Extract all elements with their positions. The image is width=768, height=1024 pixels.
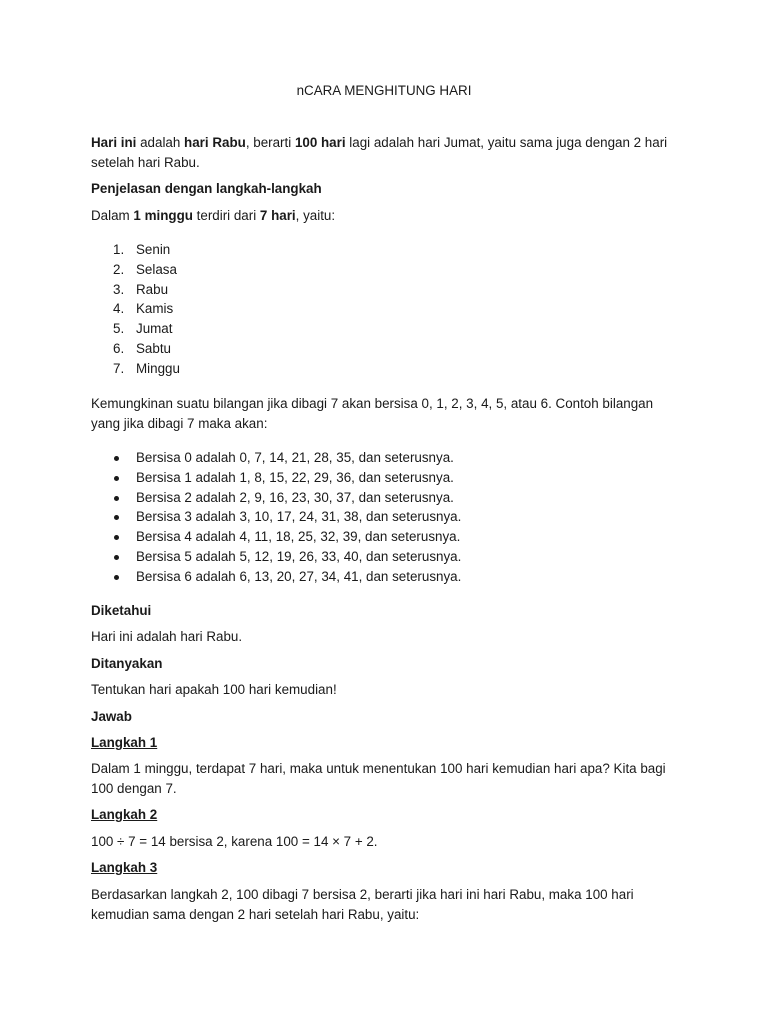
intro-text-1: adalah — [136, 135, 185, 150]
list-item — [91, 527, 461, 547]
intro-bold-wednesday: hari Rabu — [184, 135, 246, 150]
remainder-text: Bersisa 2 adalah 2, 9, 16, 23, 30, 37, dan seterusnya. — [136, 489, 454, 505]
remainder-text: Bersisa 4 adalah 4, 11, 18, 25, 32, 39, dan seterusnya. — [136, 529, 461, 545]
list-item — [91, 567, 461, 587]
list-number: 6. — [113, 340, 125, 356]
intro-bold-today: Hari ini — [91, 135, 137, 150]
list-item — [91, 280, 180, 300]
list-item — [91, 319, 180, 339]
bullet-icon — [114, 496, 119, 501]
week-text-2: terdiri dari — [192, 208, 260, 223]
day-name: Selasa — [136, 261, 177, 277]
answer-heading: Jawab — [91, 709, 132, 724]
asked-heading: Ditanyakan — [91, 656, 163, 671]
list-number: 7. — [113, 360, 125, 376]
week-text-3: , yaitu: — [295, 208, 336, 223]
step2-text: 100 ÷ 7 = 14 bersisa 2, karena 100 = 14 × 7 + 2. — [91, 834, 378, 849]
list-item — [91, 488, 461, 508]
week-intro-paragraph — [91, 206, 681, 226]
asked-text: Tentukan hari apakah 100 hari kemudian! — [91, 682, 337, 697]
bullet-icon — [114, 515, 119, 520]
step1-heading: Langkah 1 — [91, 735, 158, 750]
remainder-text: Bersisa 0 adalah 0, 7, 14, 21, 28, 35, dan seterusnya. — [136, 450, 454, 465]
remainder-text: Bersisa 3 adalah 3, 10, 17, 24, 31, 38, dan seterusnya. — [136, 509, 462, 525]
days-list — [91, 240, 180, 379]
day-name: Rabu — [136, 281, 169, 297]
day-name: Minggu — [136, 360, 180, 376]
intro-bold-100-days: 100 hari — [294, 135, 346, 150]
bullet-icon — [114, 535, 119, 540]
remainder-text: Bersisa 6 adalah 6, 13, 20, 27, 34, 41, dan seterusnya. — [136, 568, 462, 584]
bullet-icon — [114, 456, 119, 461]
list-number: 5. — [113, 321, 125, 337]
step1-text: Dalam 1 minggu, terdapat 7 hari, maka untuk menentukan 100 hari kemudian hari apa? Kita bagi 100 dengan 7. — [91, 761, 666, 796]
week-text-1: Dalam — [91, 208, 134, 223]
week-bold-1-week: 1 minggu — [133, 208, 193, 223]
bullet-icon — [114, 575, 119, 580]
bullet-icon — [114, 476, 119, 481]
bullet-icon — [114, 555, 119, 560]
week-bold-7-days: 7 hari — [259, 208, 296, 223]
list-item — [91, 547, 461, 567]
list-number: 2. — [113, 261, 125, 277]
intro-text-2: , berarti — [245, 135, 295, 150]
step2-heading: Langkah 2 — [91, 807, 158, 822]
intro-paragraph — [91, 133, 681, 173]
remainder-intro-paragraph: Kemungkinan suatu bilangan jika dibagi 7 akan bersisa 0, 1, 2, 3, 4, 5, atau 6. Contoh bilangan yang jika dibagi 7 maka akan: — [91, 396, 654, 431]
list-item — [91, 448, 461, 468]
list-item — [91, 339, 180, 359]
page-title: nCARA MENGHITUNG HARI — [296, 83, 472, 98]
day-name: Jumat — [136, 321, 173, 337]
step3-text: Berdasarkan langkah 2, 100 dibagi 7 bersisa 2, berarti jika hari ini hari Rabu, maka 100 hari kemudian sama dengan 2 hari setelah hari Rabu, yaitu: — [91, 887, 634, 922]
list-item — [91, 260, 180, 280]
known-text: Hari ini adalah hari Rabu. — [91, 629, 243, 644]
list-item — [91, 359, 180, 379]
known-heading: Diketahui — [91, 603, 152, 618]
intro-text-3: lagi adalah hari Jumat, yaitu sama juga dengan 2 hari setelah hari Rabu. — [91, 135, 668, 170]
list-number: 1. — [113, 242, 125, 257]
list-number: 4. — [113, 301, 125, 317]
remainders-list — [91, 448, 461, 587]
day-name: Senin — [136, 242, 171, 257]
heading-steps: Penjelasan dengan langkah-langkah — [91, 181, 322, 196]
step3-heading: Langkah 3 — [91, 860, 158, 875]
list-number: 3. — [113, 281, 125, 297]
list-item — [91, 299, 180, 319]
day-name: Kamis — [136, 301, 174, 317]
day-name: Sabtu — [136, 340, 171, 356]
remainder-text: Bersisa 1 adalah 1, 8, 15, 22, 29, 36, dan seterusnya. — [136, 469, 454, 485]
list-item — [91, 468, 461, 488]
list-item — [91, 240, 180, 260]
list-item — [91, 507, 461, 527]
remainder-text: Bersisa 5 adalah 5, 12, 19, 26, 33, 40, dan seterusnya. — [136, 548, 462, 564]
